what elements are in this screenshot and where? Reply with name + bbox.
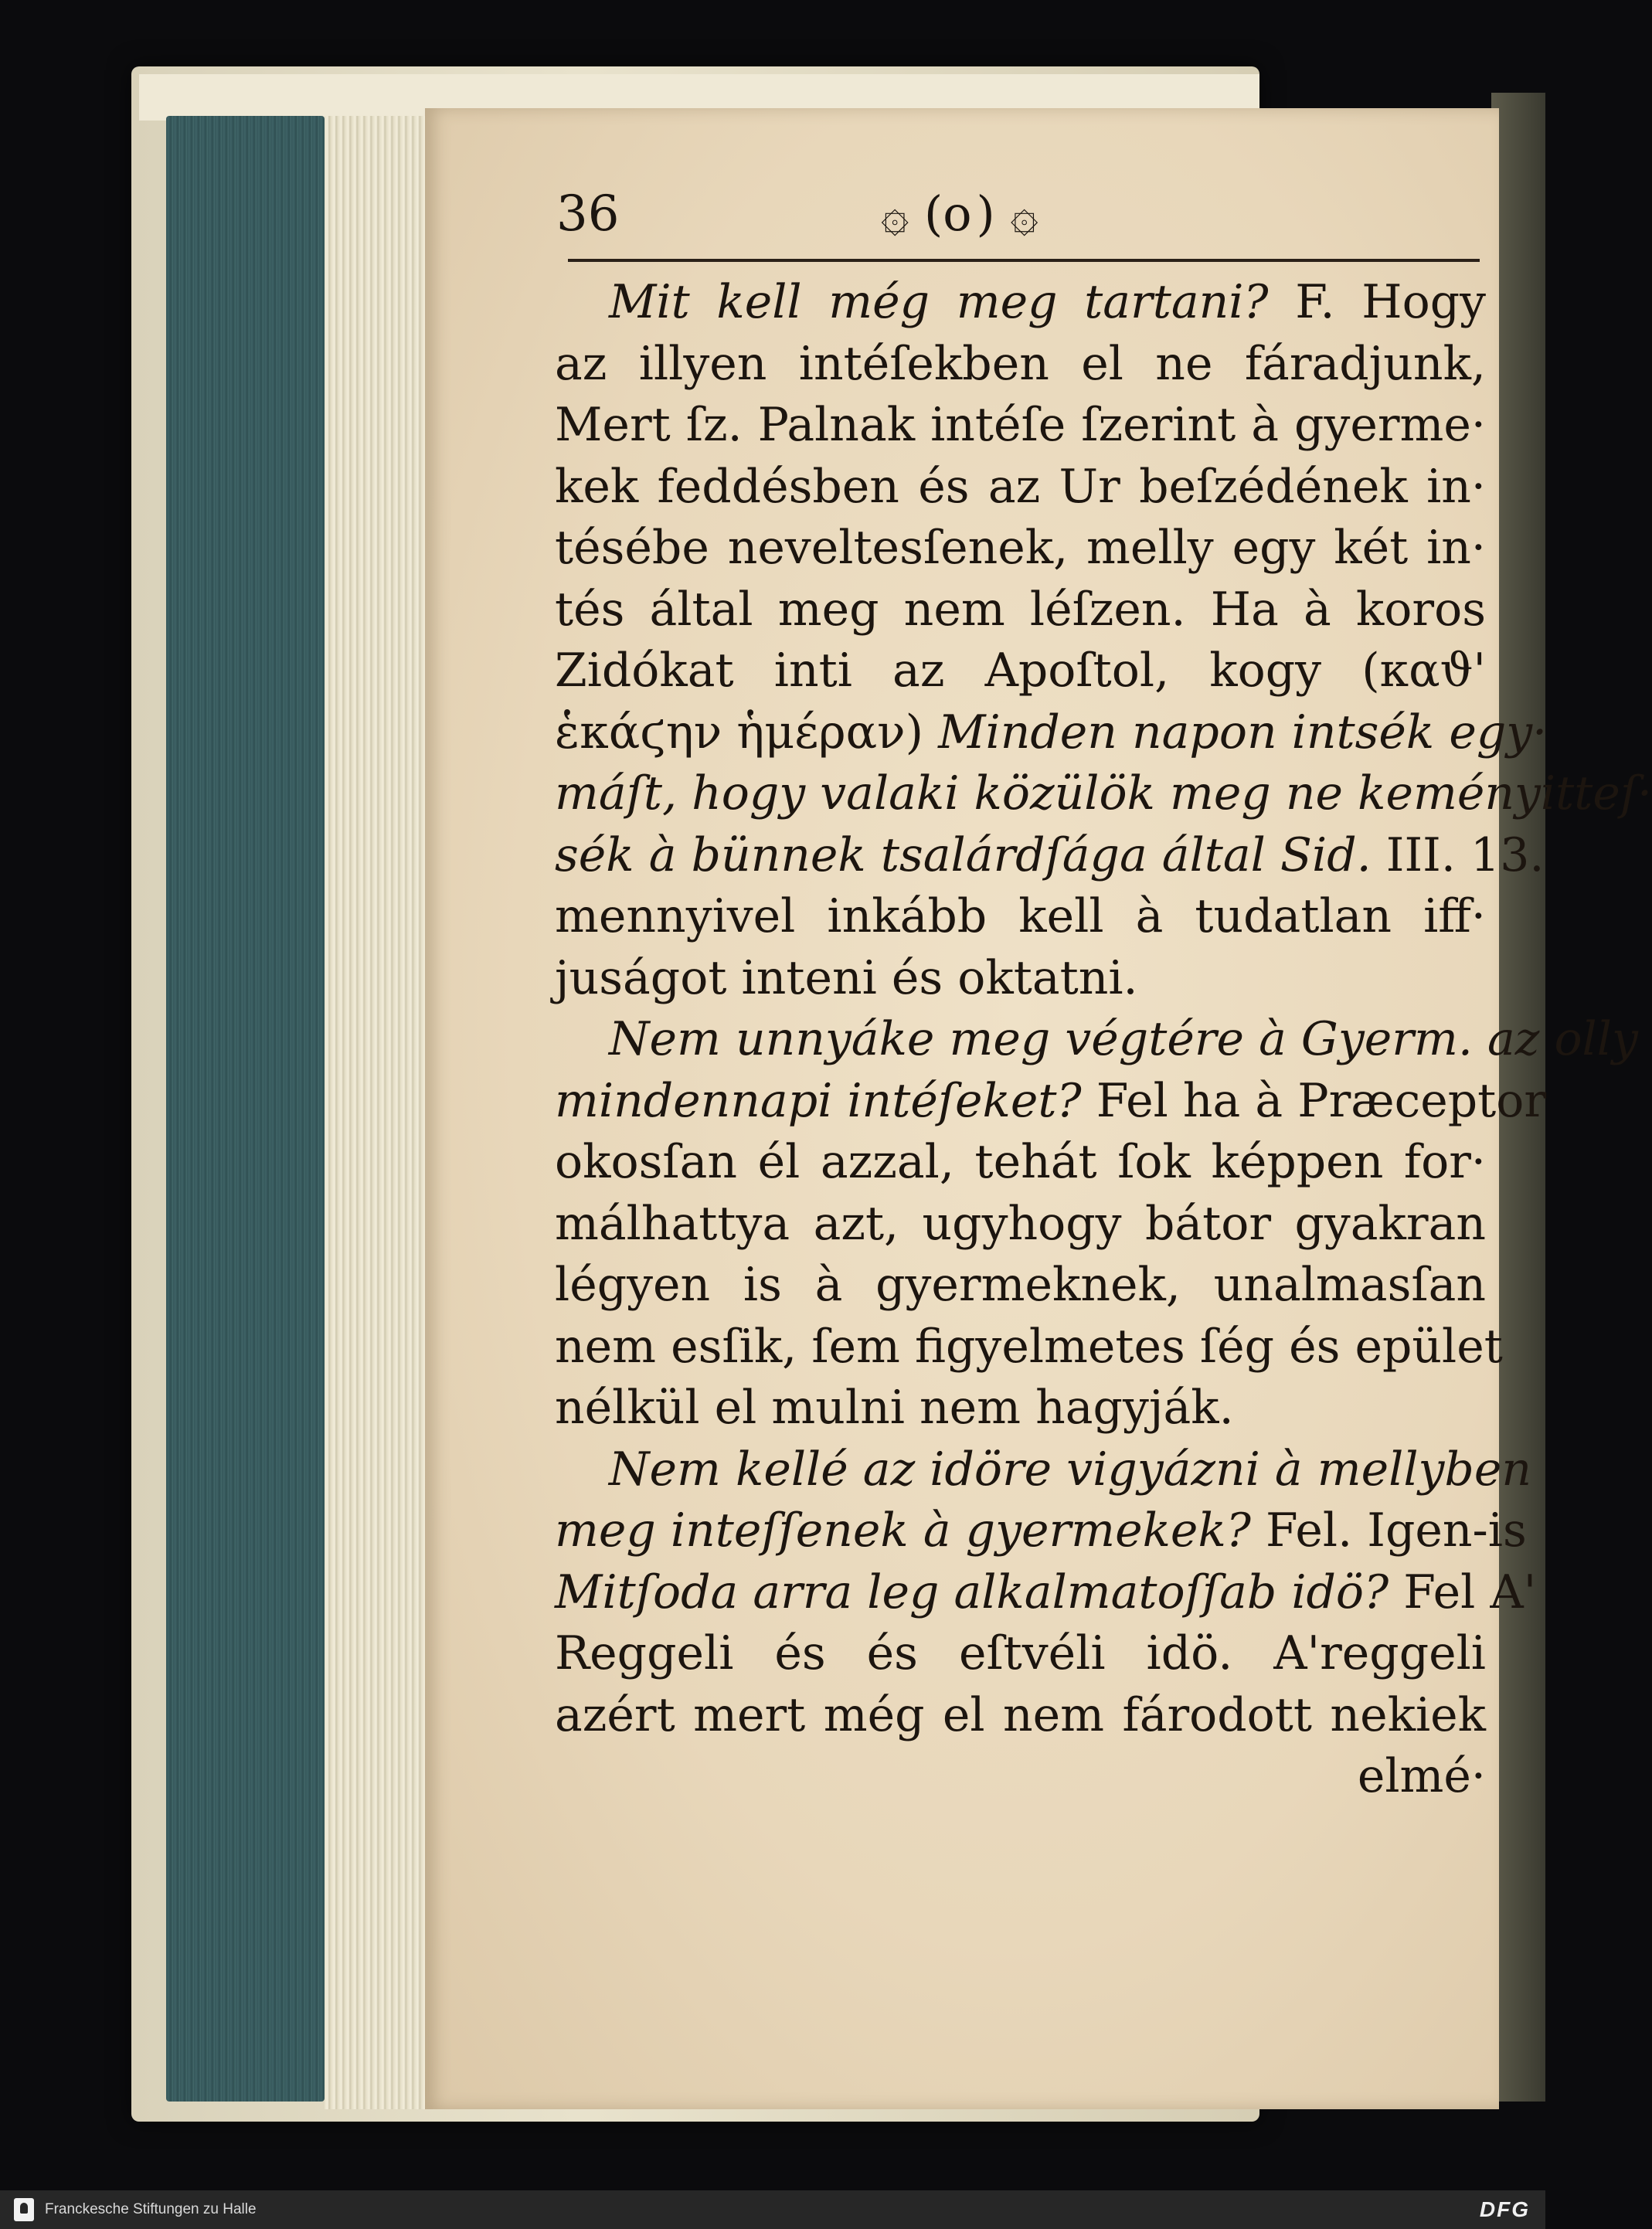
text-line [555, 1500, 1527, 1562]
text-line [555, 1009, 1638, 1071]
text-line [555, 334, 1486, 396]
italic-text: Mit kell még meg tartani? [609, 275, 1296, 329]
roman-text: azért mert még el nem fárodott nekiek [555, 1687, 1486, 1742]
roman-text: nélkül el mulni nem hagyják. [555, 1381, 1234, 1435]
text-line [555, 640, 1486, 702]
page-edges-colored [166, 116, 325, 2102]
text-line [555, 1194, 1486, 1256]
text-line [555, 1317, 1503, 1378]
running-header [556, 185, 1484, 263]
text-line [555, 272, 1486, 334]
text-line [555, 1562, 1537, 1624]
italic-text: sék à bünnek tsalárdſága által Sid. [555, 827, 1386, 882]
text-line [555, 1132, 1486, 1194]
roman-text: ἑκάϛην ἡμέραν) [555, 705, 939, 759]
roman-text: málhattya azt, ugyhogy bátor gyakran [555, 1196, 1486, 1251]
text-line [555, 395, 1486, 457]
viewer-footer [0, 2190, 1545, 2229]
roman-text: nem esſik, ſem figyelmetes ſég és epület [555, 1319, 1503, 1374]
roman-text: Fel. Igen-is [1266, 1504, 1527, 1558]
roman-text: tés által meg nem léſzen. Ha à koros [555, 582, 1486, 637]
roman-text: légyen is à gyermeknek, unalmasſan [555, 1258, 1486, 1312]
italic-text: Nem unnyáke meg végtére à Gyerm. az olly [609, 1012, 1638, 1066]
text-line [555, 1685, 1486, 1747]
roman-text: okosſan él azzal, tehát ſok képpen for· [555, 1135, 1486, 1189]
roman-text: Fel A' [1403, 1565, 1537, 1619]
text-line [555, 948, 1486, 1010]
italic-text: máſt, hogy valaki közülök meg ne keményitteſ· [555, 766, 1652, 821]
roman-text: Zidókat inti az Apoſtol, kogy (καϑ' [555, 644, 1486, 698]
text-line [555, 518, 1486, 579]
roman-text: kek feddésben és az Ur beſzédének in· [555, 459, 1486, 514]
italic-text: Mitſoda arra leg alkalmatoſſab idö? [555, 1565, 1404, 1619]
roman-text: juságot inteni és oktatni. [555, 950, 1138, 1005]
institution-logo-icon [14, 2198, 34, 2221]
italic-text: Nem kellé az idöre vigyázni à mellyben [609, 1442, 1531, 1497]
text-line [555, 702, 1548, 764]
text-line [555, 1071, 1547, 1133]
roman-text: mennyivel inkább kell à tudatlan iff· [555, 889, 1486, 943]
text-line [555, 1255, 1486, 1317]
roman-text: Mert ſz. Palnak intéſe ſzerint à gyerme· [555, 398, 1486, 452]
text-line [555, 886, 1486, 948]
italic-text: Minden napon intsék egy· [938, 705, 1548, 759]
italic-text: meg inteſſenek à gyermekek? [555, 1504, 1266, 1558]
page-edges [325, 116, 433, 2109]
roman-text: F. Hogy [1295, 275, 1486, 329]
dfg-logo: DFG [1479, 2197, 1530, 2221]
text-line [555, 825, 1545, 887]
text-line [555, 1623, 1486, 1685]
text-line [555, 763, 1652, 825]
roman-text: Reggeli és és eſtvéli idö. A'reggeli [555, 1626, 1486, 1680]
text-line [555, 579, 1486, 641]
text-line [555, 1378, 1486, 1439]
institution-name[interactable]: Franckesche Stiftungen zu Halle [45, 2201, 257, 2217]
header-ornament: ۞ (o) ۞ [881, 185, 1038, 242]
italic-text: mindennapi intéſeket? [555, 1073, 1096, 1128]
page-number: 36 [556, 185, 620, 243]
text-line [555, 457, 1486, 518]
roman-text: III. 13. [1385, 827, 1545, 882]
roman-text: Fel ha à Præceptor [1096, 1073, 1547, 1128]
text-line [555, 1746, 1486, 1808]
roman-text: az illyen intéſekben el ne fáradjunk, [555, 336, 1486, 391]
roman-text: tésébe neveltesſenek, melly egy két in· [555, 521, 1486, 575]
header-rule [568, 259, 1480, 262]
text-line [555, 1439, 1531, 1501]
roman-text: elmé· [1357, 1749, 1486, 1803]
page-body-text [555, 272, 1652, 1808]
